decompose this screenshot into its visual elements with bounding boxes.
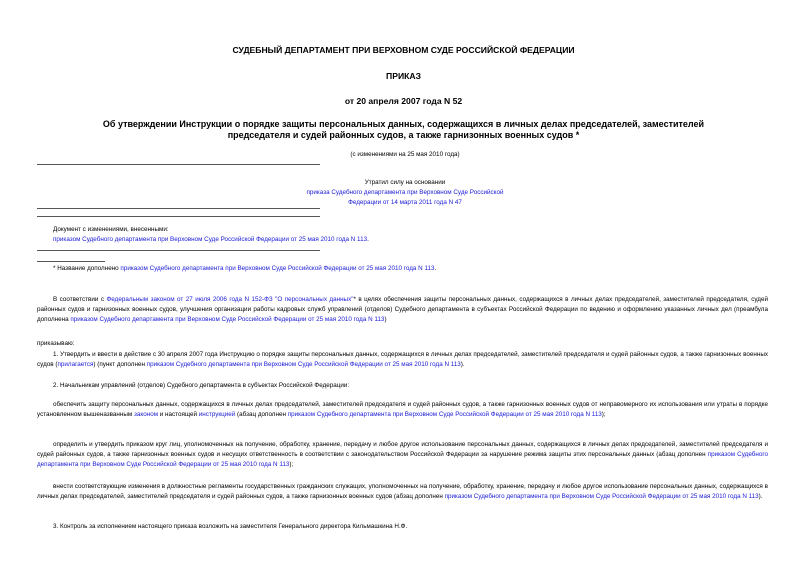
subitem-2: [37, 440, 768, 470]
doc-title: Об утверждении Инструкции о порядке защиты персональных данных, содержащихся в личных делах председателей, заместителей председателя и судей районных судов, а также гарнизонных военных судов *: [102, 119, 705, 140]
footnote-text: * Название дополнено: [53, 265, 119, 272]
attachment-link[interactable]: прилагается: [57, 361, 94, 368]
item-text: и настоящей: [158, 411, 199, 418]
item-text: ) (пункт дополнен: [93, 361, 147, 368]
law-link[interactable]: Федеральным законом от 27 июля 2006 года N 152-ФЗ "О персональных данных": [106, 296, 354, 303]
doc-type: ПРИКАЗ: [386, 71, 421, 81]
item-text: );: [601, 411, 606, 418]
amend-link[interactable]: приказом Судебного департамента при Верховном Суде Российской Федерации от 25 мая 2010 года N 113: [287, 411, 602, 418]
expired-label: Утратил силу на основании: [364, 179, 446, 186]
subitem-3: [37, 482, 768, 502]
org-heading: СУДЕБНЫЙ ДЕПАРТАМЕНТ ПРИ ВЕРХОВНОМ СУДЕ РОССИЙСКОЙ ФЕДЕРАЦИИ: [232, 45, 575, 55]
amend-note: (с изменениями на 25 мая 2010 года): [350, 151, 460, 158]
item-text: (абзац дополнен: [235, 411, 288, 418]
preamble-text: В соответствии с: [53, 296, 107, 303]
amend-link[interactable]: приказом Судебного департамента при Верховном Суде Российской Федерации от 25 мая 2010 года N 113: [146, 361, 461, 368]
item-text: внести соответствующие изменения в должностные регламенты государственных гражданских служащих, уполномоченных на получение, обработку, хранение, передачу и любое другое использование персональных данных, содержащихся в личных делах председателей, заместителей председателя и судей районных судов, а также гарнизонных военных судов (абзац дополнен: [37, 483, 768, 500]
preamble-text: * в целях обеспечения защиты персональных данных, содержащихся в личных делах председателей, заместителей председателя, судей районных судов и гарнизонных военных судов, улучшения организации работы кадровых служб управлений (отделов) Судебного департамента в субъектах Российской Федерации по ведению и оформлению указанных личных дел (преамбула дополнена: [37, 296, 769, 323]
expired-block: [305, 178, 505, 208]
amend-link[interactable]: приказом Судебного департамента при Верховном Суде Российской Федерации от 25 мая 2010 года N 113: [70, 316, 385, 323]
footnote-rule: [37, 261, 105, 262]
period: .: [367, 236, 369, 243]
item-2: 2. Начальникам управлений (отделов) Судебного департамента в субъектах Российской Федерации:: [53, 382, 350, 389]
divider: [37, 250, 320, 251]
period: .: [434, 265, 437, 272]
footnote: [53, 264, 753, 274]
expired-link[interactable]: приказа Судебного департамента при Верховном Суде Российской Федерации от 14 марта 2011 года N 47: [306, 189, 504, 206]
preamble: [37, 295, 768, 325]
amended-block: [53, 225, 753, 245]
footnote-link[interactable]: приказом Судебного департамента при Верховном Суде Российской Федерации от 25 мая 2010 года N 113: [120, 265, 435, 272]
amend-link[interactable]: приказом Судебного департамента при Верховном Суде Российской Федерации от 25 мая 2010 года N 113: [444, 493, 759, 500]
instruction-link[interactable]: инструкцией: [198, 411, 236, 418]
item-text: ).: [460, 361, 465, 368]
preamble-text: ): [384, 316, 387, 323]
item-text: определить и утвердить приказом круг лиц, уполномоченных на получение, обработку, хранение, передачу и любое другое использование персональных данных, содержащихся в личных делах председателей, заместителей председателя и судей районных судов, а также гарнизонных военных судов и несущих ответственность в соответствии с законодательством Российской Федерации за нарушение режима защиты этих персональных данных (абзац дополнен: [37, 441, 768, 458]
amended-link[interactable]: приказом Судебного департамента при Верховном Суде Российской Федерации от 25 мая 2010 года N 113: [53, 236, 368, 243]
divider: [37, 164, 320, 165]
subitem-1: [37, 400, 768, 420]
item-3: 3. Контроль за исполнением настоящего приказа возложить на заместителя Генерального директора Кильмашкина Н.Ф.: [53, 523, 408, 530]
divider: [37, 208, 320, 209]
doc-date: от 20 апреля 2007 года N 52: [344, 96, 463, 106]
item-1: [37, 350, 768, 370]
divider: [37, 216, 320, 217]
law-link[interactable]: законом: [134, 411, 159, 418]
item-text: );: [289, 461, 294, 468]
amended-label: Документ с изменениями, внесенными:: [53, 226, 169, 233]
amend-link[interactable]: приказом Судебного департамента при Верховном Суде Российской Федерации от 25 мая 2010 года N 113: [37, 451, 768, 468]
item-text: ).: [758, 493, 763, 500]
item-text: обеспечить защиту персональных данных, содержащихся в личных делах председателей, заместителей председателя и судей районных судов, а также гарнизонных военных судов от неправомерного их использования или утраты в порядке установленном вышеназванным: [37, 401, 768, 418]
order-word: приказываю:: [37, 340, 75, 347]
item-text: 1. Утвердить и ввести в действие с 30 апреля 2007 года Инструкцию о порядке защиты персональных данных, содержащихся в личных делах председателей, заместителей председателя и судей районных судов, а также гарнизонных военных судов (: [37, 351, 768, 368]
